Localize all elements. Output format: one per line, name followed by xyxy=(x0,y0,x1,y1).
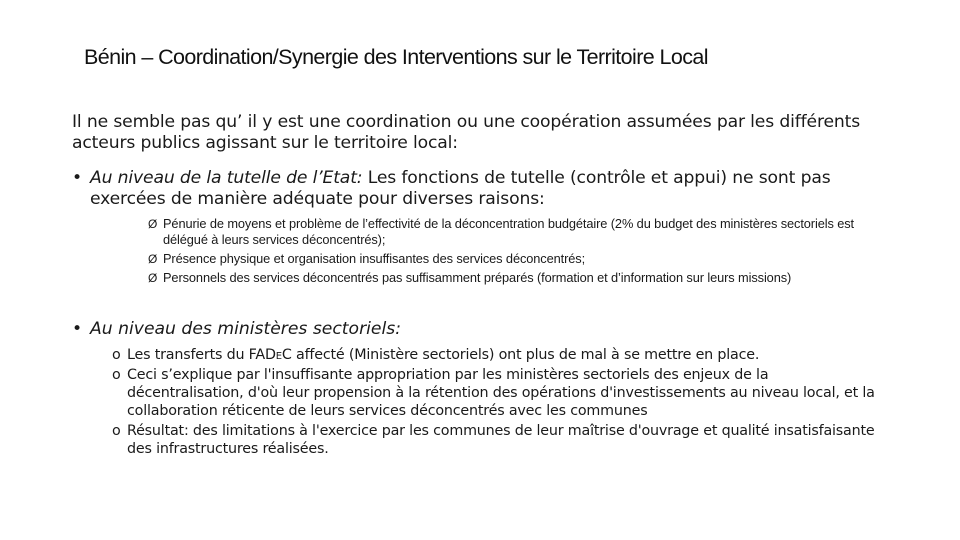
circle-bullet-icon: o xyxy=(112,423,121,439)
bullet-ministeres xyxy=(72,318,892,340)
list-item xyxy=(112,422,882,458)
arrow-bullet-icon: Ø xyxy=(148,217,158,231)
bullet-tutelle-body: Les fonctions de tutelle (contrôle et appui) ne sont pas exercées de manière adéquate pour diverses raisons: xyxy=(90,168,831,209)
list-item-text: Pénurie de moyens et problème de l’effectivité de la déconcentration budgétaire (2% du budget des ministères sectoriels est délégué à leurs services déconcentrés); xyxy=(163,216,854,247)
bullet-dot-icon: • xyxy=(72,319,83,339)
bullet-tutelle-lead: Au niveau de la tutelle de l’Etat: xyxy=(90,168,363,188)
list-item-text-pre: Les transferts du xyxy=(127,347,249,363)
bullet-dot-icon: • xyxy=(72,168,82,188)
list-item xyxy=(148,251,888,267)
tutelle-subitems xyxy=(148,216,888,289)
list-item-text: Ceci s’explique par l'insuffisante appropriation par les ministères sectoriels des enjeux de la décentralisation, d'où leur propension à la rétention des opérations d'investissements au niveau local, et la collaboration réticente de leurs services déconcentrés avec les communes xyxy=(127,367,875,419)
list-item xyxy=(112,346,882,364)
bullet-tutelle xyxy=(72,168,892,209)
list-item-text-post: affecté (Ministère sectoriels) ont plus de mal à se mettre en place. xyxy=(291,347,760,363)
arrow-bullet-icon: Ø xyxy=(148,271,158,285)
arrow-bullet-icon: Ø xyxy=(148,252,158,266)
bullet-ministeres-lead: Au niveau des ministères sectoriels: xyxy=(90,319,402,339)
slide-title: Bénin – Coordination/Synergie des Interventions sur le Territoire Local xyxy=(84,45,708,69)
list-item xyxy=(148,216,888,248)
list-item xyxy=(112,366,882,420)
list-item-text: Personnels des services déconcentrés pas suffisamment préparés (formation et d’information sur leurs missions) xyxy=(163,270,792,285)
list-item xyxy=(148,270,888,286)
ministeres-subitems xyxy=(112,346,882,460)
list-item-text: Présence physique et organisation insuffisantes des services déconcentrés; xyxy=(163,251,586,266)
list-item-text xyxy=(127,347,759,363)
circle-bullet-icon: o xyxy=(112,367,121,383)
bullet-tutelle-text xyxy=(72,168,892,209)
circle-bullet-icon: o xyxy=(112,347,121,363)
intro-paragraph: Il ne semble pas qu’ il y est une coordination ou une coopération assumées par les différents acteurs publics agissant sur le territoire local: xyxy=(72,112,861,153)
list-item-text: Résultat: des limitations à l'exercice par les communes de leur maîtrise d'ouvrage et qualité insatisfaisante des infrastructures réalisées. xyxy=(127,423,875,457)
fadec-acronym: FADeC xyxy=(248,347,292,363)
